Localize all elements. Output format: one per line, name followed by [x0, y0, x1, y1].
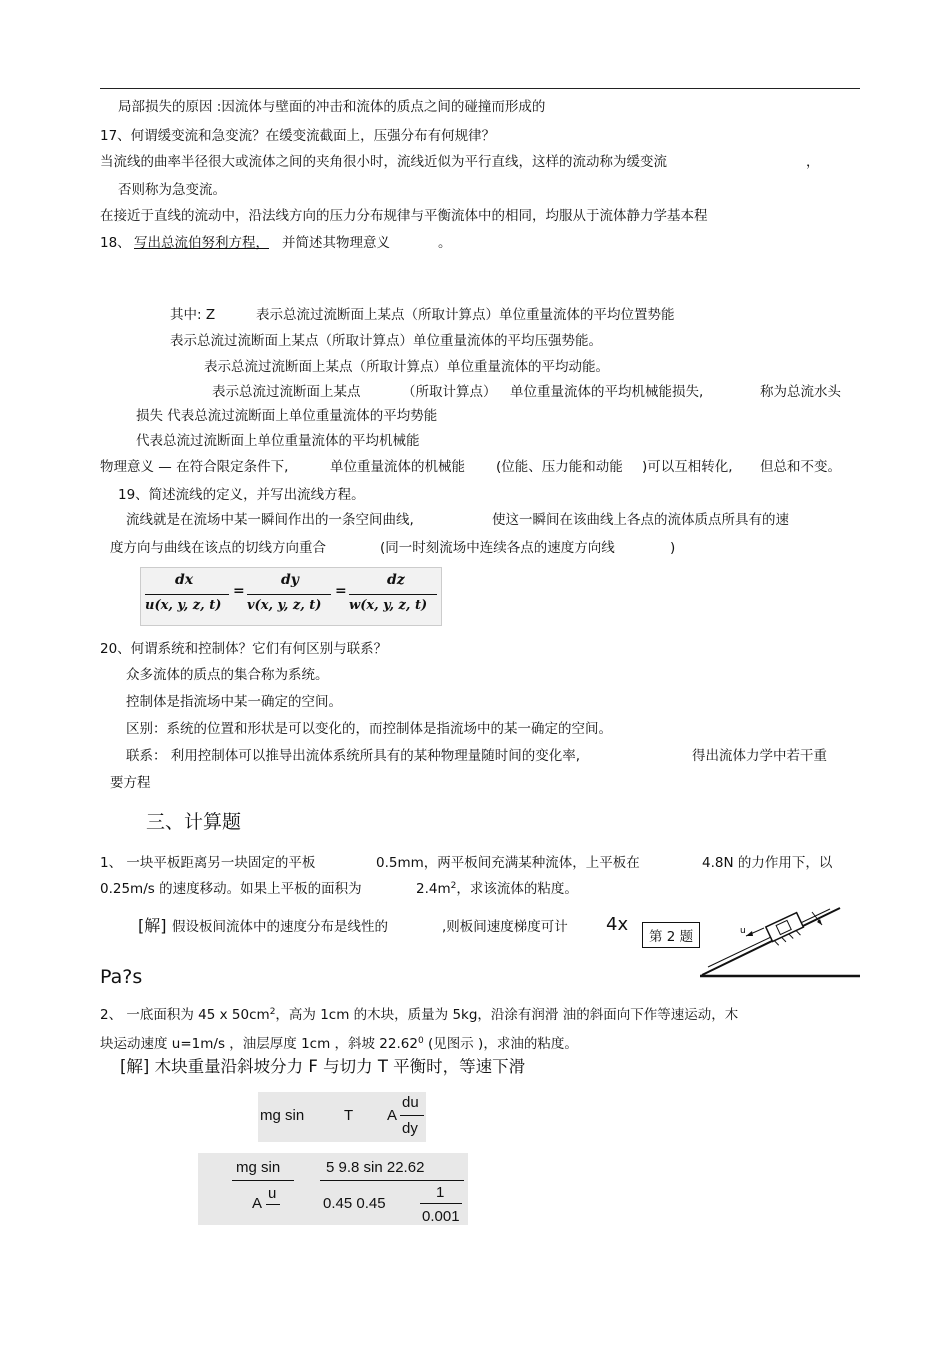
text-line: 区别：系统的位置和形状是可以变化的，而控制体是指流场中的某一确定的空间。 [126, 721, 612, 737]
text-line: 表示总流过流断面上某点（所取计算点）单位重量流体的平均压强势能。 [170, 333, 602, 349]
text-line: 代表总流过流断面上单位重量流体的平均机械能 [136, 433, 420, 449]
fraction-line [232, 1180, 294, 1181]
eq2-rhs-denominator: 0.45 0.45 [323, 1195, 386, 1212]
unit-label: Pa?s [100, 966, 143, 988]
text-line: 0.5mm，两平板间充满某种流体，上平板在 [376, 855, 640, 871]
question-20: 20、何谓系统和控制体？它们有何区别与联系？ [100, 641, 388, 657]
text-line: 当流线的曲率半径很大或流体之间的夹角很小时，流线近似为平行直线，这样的流动称为缓变流 [100, 154, 667, 170]
text-segment: 2、 一底面积为 45 x 50cm [100, 1007, 270, 1023]
figure-label: 第 2 题 [642, 922, 700, 948]
eq1-lhs: mg sin [260, 1107, 305, 1124]
text-line: 使这一瞬间在该曲线上各点的流体质点所具有的速 [492, 512, 789, 528]
denominator-v: v(x, y, z, t) [247, 598, 322, 613]
fraction-line [247, 594, 331, 595]
eq1-a: A [387, 1107, 398, 1124]
text-line: 0.25m/s 的速度移动。如果上平板的面积为 [100, 881, 362, 897]
text-line: 单位重量流体的机械能 [330, 459, 465, 475]
denominator-w: w(x, y, z, t) [349, 598, 428, 613]
text-line: ,则板间速度梯度可计 [442, 919, 568, 935]
text-line: 在接近于直线的流动中，沿法线方向的压力分布规律与平衡流体中的相同，均服从于流体静力学基本程 [100, 208, 708, 224]
text-line: 得出流体力学中若干重 [692, 748, 827, 764]
area-value [416, 880, 578, 898]
eq1-t: T [344, 1107, 354, 1124]
superscript: 0 [417, 1036, 424, 1046]
fraction-line [400, 1115, 424, 1116]
area-number: 2.4m [416, 881, 451, 897]
area-rest: ，求该流体的粘度。 [456, 881, 578, 897]
eq2-rhs-numerator: 5 9.8 sin 22.62 [326, 1159, 425, 1176]
text-line: (同一时刻流场中连续各点的速度方向线 [380, 540, 615, 556]
incline-line [702, 908, 840, 975]
fraction-line [349, 594, 437, 595]
text-line: ， [806, 154, 820, 170]
text-line: 表示总流过流断面上某点 [212, 384, 361, 400]
text-line: 众多流体的质点的集合称为系统。 [126, 667, 329, 683]
eq2-lhs-a: A [252, 1195, 263, 1212]
text-line: （所取计算点） [402, 384, 497, 400]
equation-1 [258, 1092, 426, 1142]
solution-2: [解] 木块重量沿斜坡分力 F 与切力 T 平衡时，等速下滑 [120, 1057, 526, 1076]
superscript: 2 [450, 881, 457, 891]
text-line: 假设板间流体中的速度分布是线性的 [172, 919, 388, 935]
equals-sign: = [233, 583, 245, 599]
streamline-equation [140, 567, 442, 626]
superscript: 2 [269, 1007, 276, 1017]
equation-2 [198, 1153, 468, 1225]
eq2-inner-numerator: 1 [436, 1184, 445, 1201]
fraction-line [266, 1204, 280, 1205]
numerator-dz: dz [387, 572, 405, 588]
numerator-dy: dy [281, 572, 299, 588]
text-line: 否则称为急变流。 [118, 182, 226, 198]
text-line: 局部损失的原因 :因流体与壁面的冲击和流体的质点之间的碰撞而形成的 [118, 99, 546, 115]
problem-2-line1 [100, 1006, 738, 1024]
text-line: 物理意义 — 在符合限定条件下, [100, 459, 289, 475]
text-segment: 块运动速度 u=1m/s ，油层厚度 1cm ，斜坡 22.62 [100, 1036, 418, 1052]
incline-figure [700, 903, 862, 979]
question-19: 19、简述流线的定义，并写出流线方程。 [118, 487, 365, 503]
text-segment: ，高为 1cm 的木块，质量为 5kg，沿涂有润滑 油的斜面向下作等速运动，木 [275, 1007, 739, 1023]
fraction-line [145, 594, 229, 595]
numerator-dx: dx [175, 572, 194, 588]
text-line: 控制体是指流场中某一确定的空间。 [126, 694, 342, 710]
text-line: 。 [438, 235, 452, 251]
solution-label: [解] [138, 916, 167, 935]
eq2-lhs-u: u [268, 1185, 277, 1202]
text-line: ) [670, 540, 676, 556]
eq1-numerator: du [402, 1094, 419, 1111]
question-17: 17、何谓缓变流和急变流？在缓变流截面上，压强分布有何规律？ [100, 128, 496, 144]
velocity-label: u [740, 926, 746, 936]
oil-layer-line [708, 909, 830, 967]
text-line: 4.8N 的力作用下，以 [702, 855, 833, 871]
top-rule [100, 88, 860, 89]
text-line: 度方向与曲线在该点的切线方向重合 [110, 540, 326, 556]
text-line: (位能、压力能和动能 [496, 459, 623, 475]
fraction-line [420, 1203, 462, 1204]
text-line: 损失 代表总流过流断面上单位重量流体的平均势能 [136, 408, 438, 424]
question-18-number: 18、 [100, 235, 131, 251]
fraction-line [320, 1180, 464, 1181]
text-line: 4x [606, 914, 629, 935]
text-line: 表示总流过流断面上某点（所取计算点）单位重量流体的平均动能。 [204, 359, 609, 375]
text-line: 要方程 [110, 775, 151, 791]
eq2-inner-denominator: 0.001 [422, 1208, 460, 1225]
text-line: 其中: Z [170, 307, 216, 323]
arrow-head [746, 931, 753, 936]
question-18-rest: 并简述其物理意义 [282, 235, 390, 251]
text-line: 单位重量流体的平均机械能损失, [510, 384, 704, 400]
text-line: 称为总流水头 [760, 384, 841, 400]
text-line: 但总和不变。 [760, 459, 841, 475]
question-18-underlined: 写出总流伯努利方程， [134, 235, 269, 251]
text-line: )可以互相转化, [642, 459, 733, 475]
section-heading: 三、计算题 [146, 811, 242, 833]
text-line: 表示总流过流断面上某点（所取计算点）单位重量流体的平均位置势能 [256, 307, 675, 323]
denominator-u: u(x, y, z, t) [145, 598, 222, 613]
equals-sign: = [335, 583, 347, 599]
text-line: 1、 一块平板距离另一块固定的平板 [100, 855, 316, 871]
text-segment: (见图示 )，求油的粘度。 [423, 1036, 578, 1052]
text-line: 流线就是在流场中某一瞬间作出的一条空间曲线, [126, 512, 414, 528]
problem-2-line2 [100, 1035, 578, 1053]
eq2-lhs-numerator: mg sin [236, 1159, 281, 1176]
text-line: 联系： 利用控制体可以推导出流体系统所具有的某种物理量随时间的变化率, [126, 748, 581, 764]
eq1-denominator: dy [402, 1120, 418, 1137]
